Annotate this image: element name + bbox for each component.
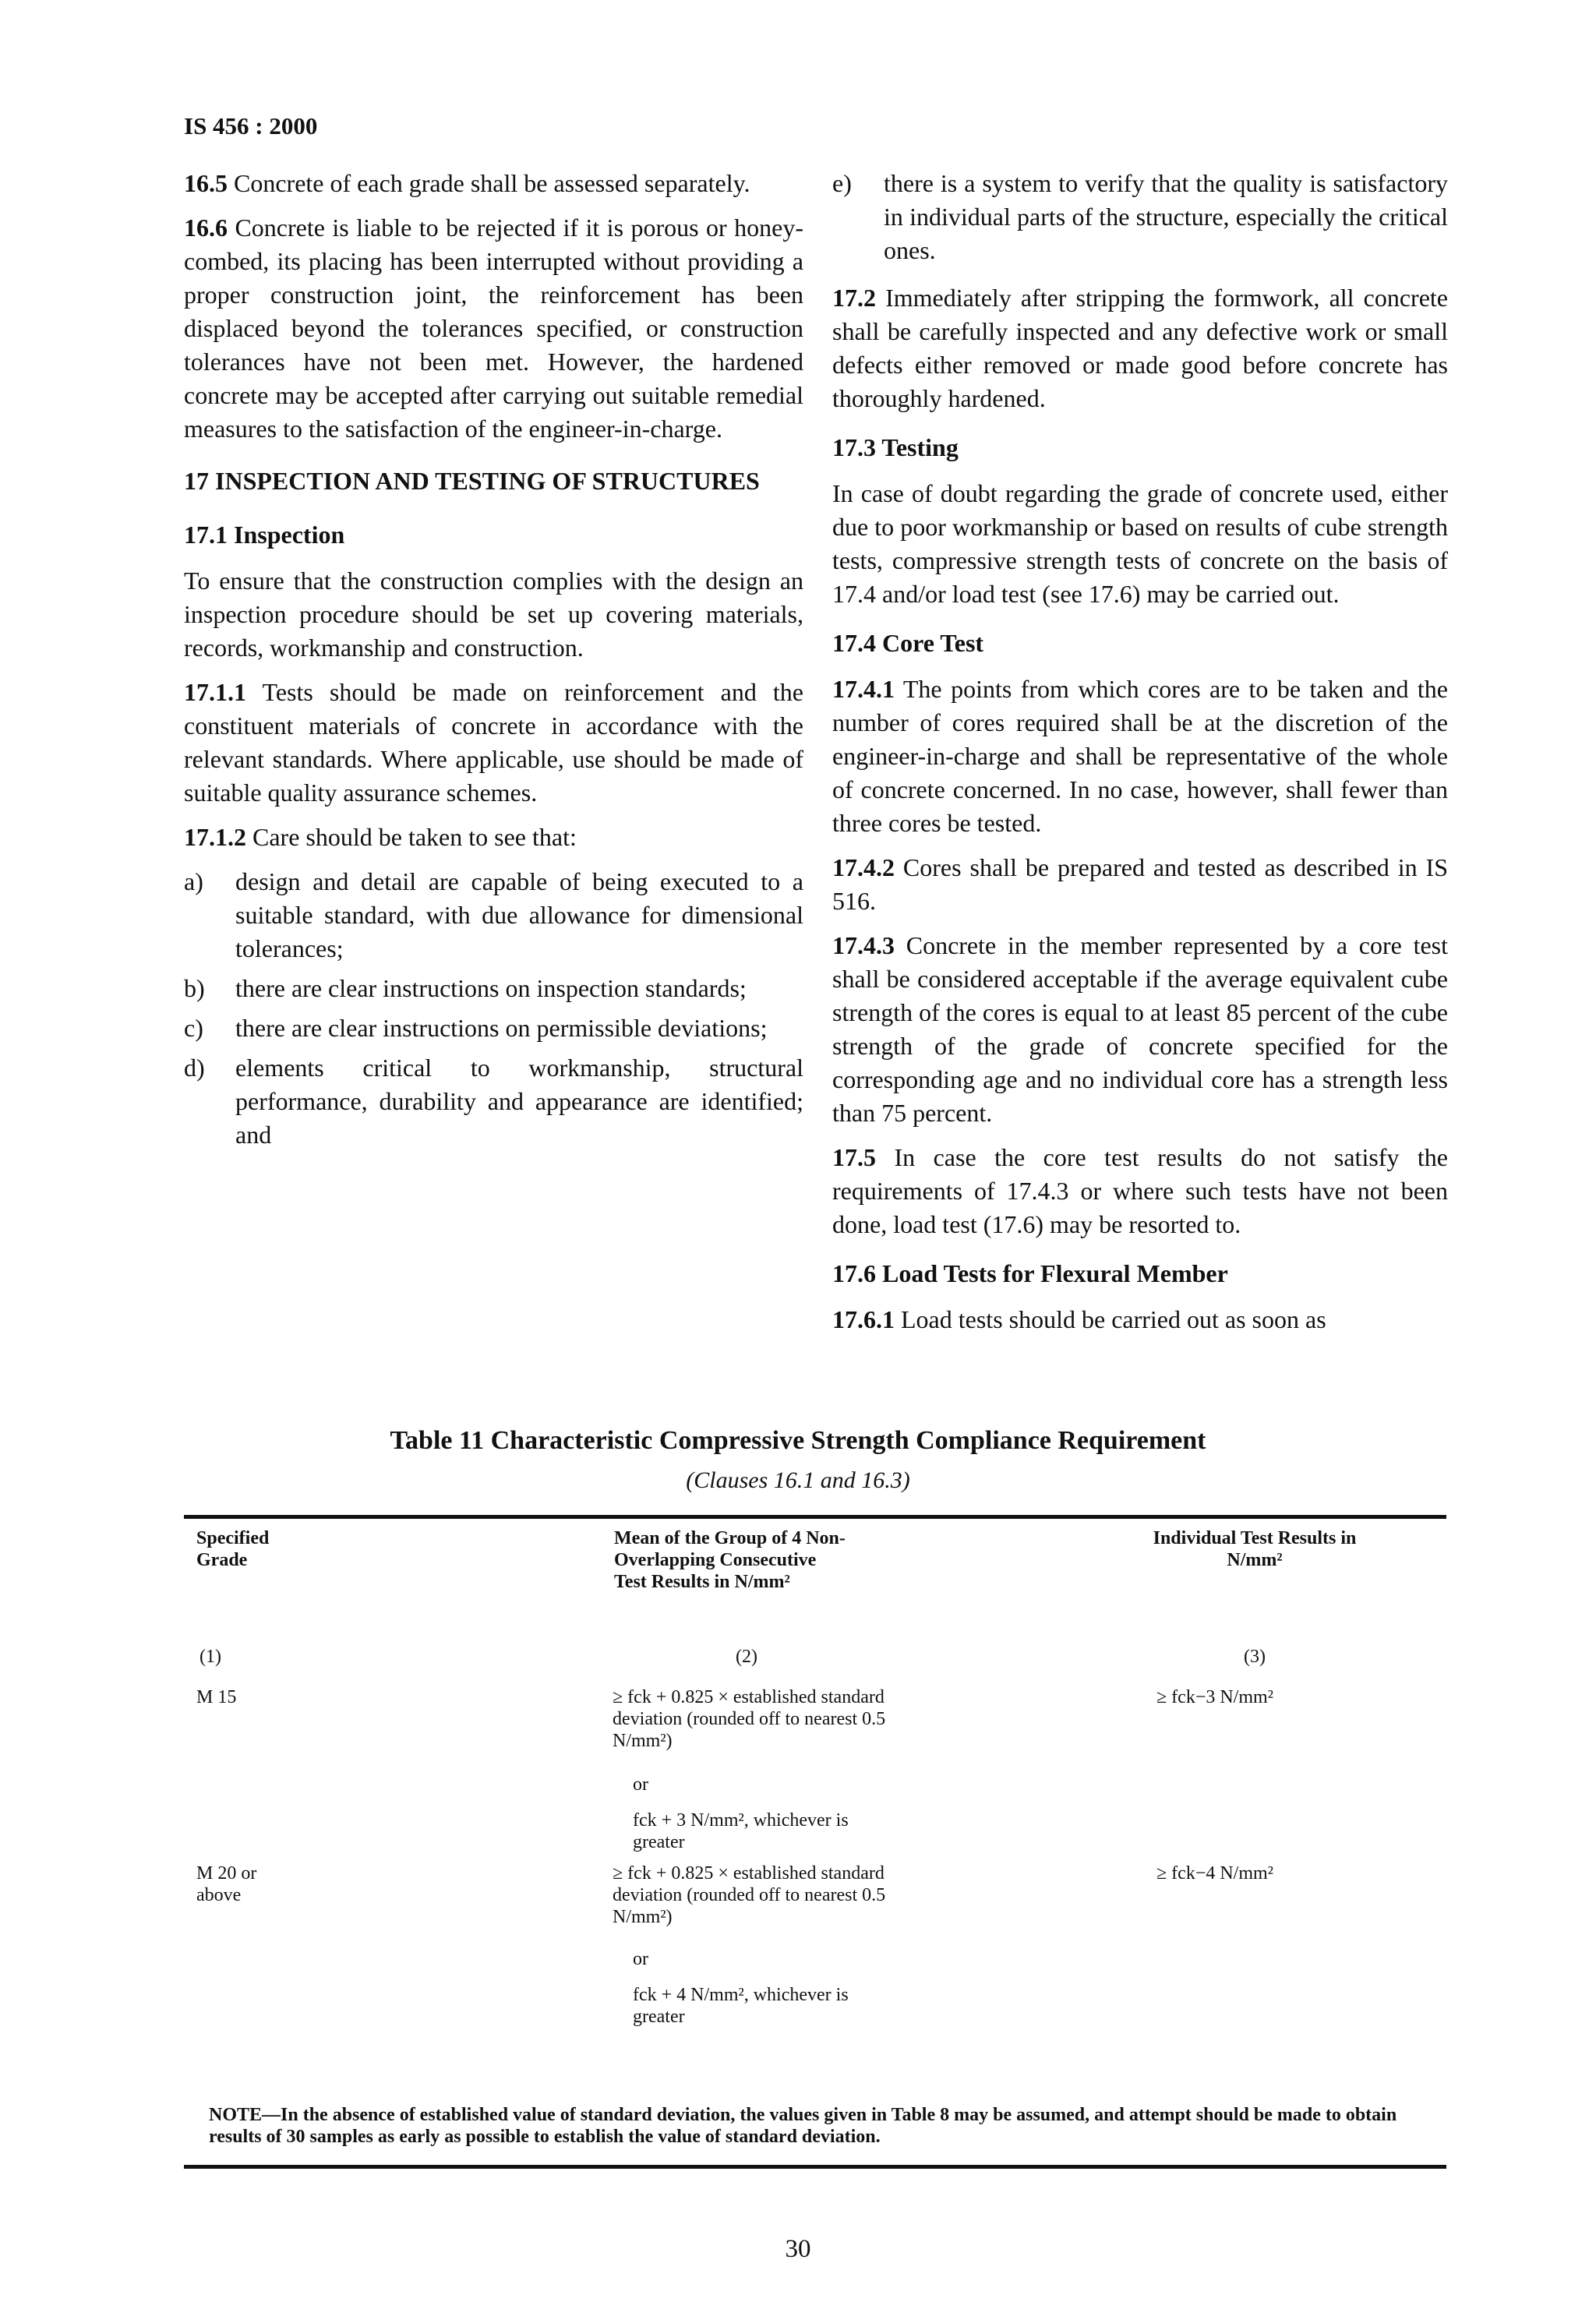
section-17-heading: 17 INSPECTION AND TESTING OF STRUCTURES	[184, 467, 760, 495]
clause-17-3-heading: 17.3 Testing	[832, 433, 959, 461]
table-cell-grade: M 15	[196, 1687, 237, 1707]
table-title: Table 11 Characteristic Compressive Strength Compliance Requirement	[390, 1426, 1206, 1455]
table-cell-grade: M 20 or above	[196, 1863, 257, 1905]
clause-17-4-heading: 17.4 Core Test	[832, 629, 984, 657]
list-item: c) there are clear instructions on permissible deviations;	[184, 1014, 768, 1042]
clause-17-6-1: 17.6.1 Load tests should be carried out as soon as	[832, 1305, 1326, 1333]
clause-17-4-2: 17.4.2 Cores shall be prepared and tested as described in IS 516.	[832, 853, 1448, 915]
table-clauses: (Clauses 16.1 and 16.3)	[686, 1467, 910, 1493]
table-cell-individual: ≥ fck−3 N/mm²	[1156, 1687, 1273, 1707]
clause-17-1-1: 17.1.1 Tests should be made on reinforcement and the constituent materials of concrete in accordance with the relevant standards. Where applicable, use should be made of suitable quality assurance schemes.	[184, 678, 803, 807]
clause-17-2: 17.2 Immediately after stripping the formwork, all concrete shall be carefully inspected and any defective work or small defects either removed or made good before concrete has thoroughly hardened.	[832, 284, 1448, 412]
clause-17-4-1: 17.4.1 The points from which cores are to be taken and the number of cores required shall be at the discretion of the engineer-in-charge and shall be representative of the whole of concrete concerned. In no case, however, shall fewer than three cores be tested.	[832, 675, 1448, 837]
table-cell-or: or	[633, 1949, 648, 1969]
list-item: a) design and detail are capable of being executed to a suitable standard, with due allowance for dimensional tolerances;	[184, 867, 803, 962]
page-number: 30	[785, 2235, 811, 2263]
table-bottom-rule	[184, 2165, 1446, 2169]
table-cell-mean: ≥ fck + 0.825 × established standard deviation (rounded off to nearest 0.5 N/mm²)	[613, 1863, 886, 1927]
column-number: (3)	[1244, 1647, 1266, 1667]
clause-16-6: 16.6 Concrete is liable to be rejected if it is porous or honey-combed, its placing has been interrupted without providing a proper construction joint, the reinforcement has been displaced beyond the tolerances specified, or construction tolerances have not been met. However, the hardened concrete may be accepted after carrying out suitable remedial measures to the satisfaction of the engineer-in-charge.	[184, 214, 803, 443]
table-top-rule	[184, 1515, 1446, 1519]
table-cell-mean: fck + 4 N/mm², whichever is greater	[633, 1985, 849, 2027]
column-number: (1)	[200, 1647, 221, 1667]
table-cell-mean: fck + 3 N/mm², whichever is greater	[633, 1810, 849, 1852]
column-header-grade: Specified Grade	[196, 1528, 270, 1570]
left-column	[184, 167, 803, 1158]
table-cell-mean: ≥ fck + 0.825 × established standard deviation (rounded off to nearest 0.5 N/mm²)	[613, 1687, 886, 1751]
right-column	[832, 167, 1448, 1347]
table-cell-or: or	[633, 1774, 648, 1795]
clause-17-3: In case of doubt regarding the grade of concrete used, either due to poor workmanship or based on results of cube strength tests, compressive strength tests of concrete on the basis of 17.4 and/or load test (see 17.6) may be carried out.	[832, 479, 1448, 608]
clause-17-1: To ensure that the construction complies with the design an inspection procedure should be set up covering materials, records, workmanship and construction.	[184, 567, 803, 662]
column-number: (2)	[736, 1647, 757, 1667]
clause-16-5: 16.5 Concrete of each grade shall be assessed separately.	[184, 169, 750, 197]
list-item: b) there are clear instructions on inspection standards;	[184, 974, 747, 1002]
page-header: IS 456 : 2000	[184, 112, 318, 139]
clause-17-1-heading: 17.1 Inspection	[184, 521, 345, 549]
table-note: NOTE—In the absence of established value of standard deviation, the values given in Table 8 may be assumed, and attempt should be made to obtain results of 30 samples as early as possible to establish the value of standard deviation.	[209, 2105, 1397, 2147]
clause-17-4-3: 17.4.3 Concrete in the member represented by a core test shall be considered acceptable if the average equivalent cube strength of the cores is equal to at least 85 percent of the cube strength of the grade of concrete specified for the corresponding age and no individual core has a strength less than 75 percent.	[832, 931, 1448, 1127]
list-item: d) elements critical to workmanship, structural performance, durability and appearance are identified; and	[184, 1054, 803, 1149]
clause-17-5: 17.5 In case the core test results do not satisfy the requirements of 17.4.3 or where such tests have not been done, load test (17.6) may be resorted to.	[832, 1143, 1448, 1238]
clause-17-1-2: 17.1.2 Care should be taken to see that:	[184, 823, 577, 851]
clause-17-6-heading: 17.6 Load Tests for Flexural Member	[832, 1259, 1228, 1287]
list-item: e) there is a system to verify that the quality is satisfactory in individual parts of the structure, especially the critical ones.	[832, 169, 1448, 264]
table-cell-individual: ≥ fck−4 N/mm²	[1156, 1863, 1273, 1884]
column-header-mean: Mean of the Group of 4 Non-Overlapping Consecutive Test Results in N/mm²	[614, 1528, 846, 1592]
column-header-individual: Individual Test Results in N/mm²	[1153, 1528, 1357, 1570]
